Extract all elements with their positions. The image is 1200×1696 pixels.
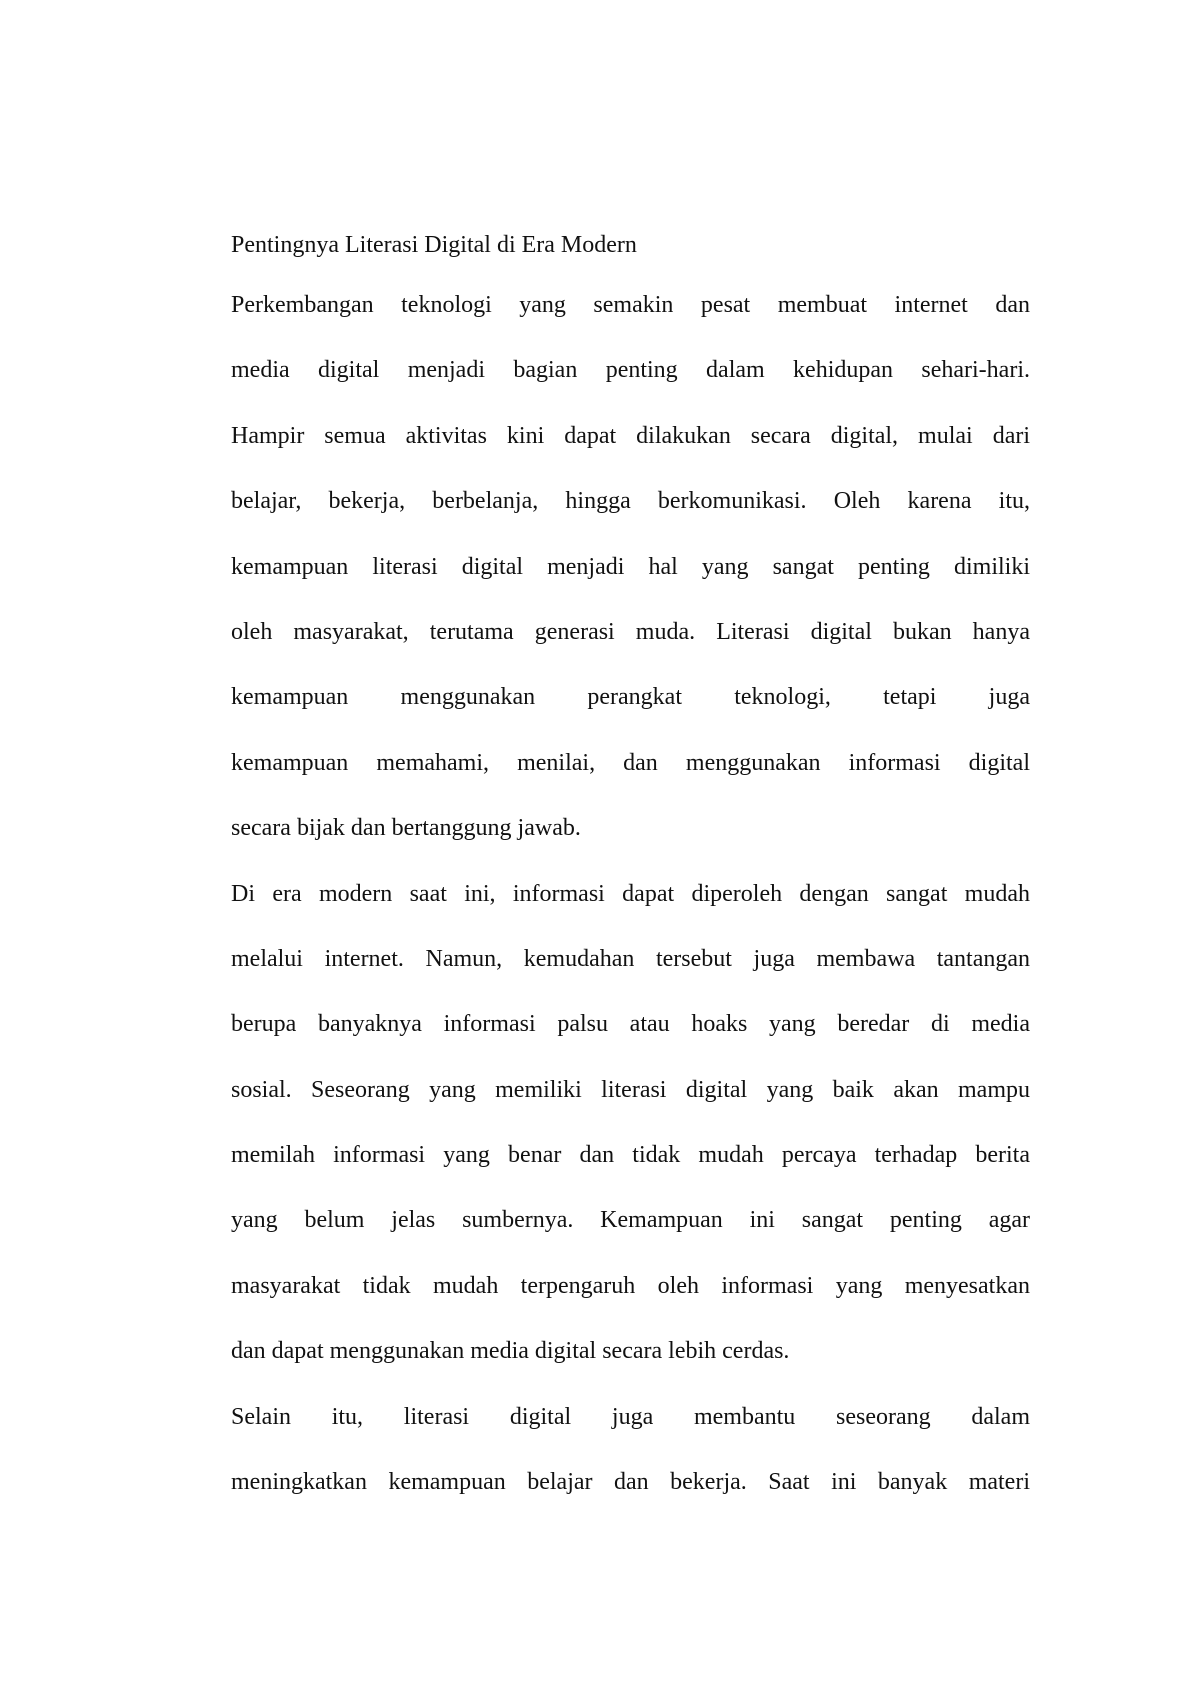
text-line: berupa banyaknya informasi palsu atau hoaks yang beredar di media [231, 1011, 1030, 1038]
text-line: yang belum jelas sumbernya. Kemampuan ini sangat penting agar [231, 1207, 1030, 1234]
text-line: Di era modern saat ini, informasi dapat diperoleh dengan sangat mudah [231, 880, 1030, 907]
text-line: oleh masyarakat, terutama generasi muda. Literasi digital bukan hanya [231, 618, 1030, 645]
text-line: Selain itu, literasi digital juga membantu seseorang dalam [231, 1403, 1030, 1430]
paragraph-2 [231, 862, 1030, 1385]
paragraph-1 [231, 273, 1030, 862]
text-line: memilah informasi yang benar dan tidak mudah percaya terhadap berita [231, 1142, 1030, 1169]
text-line: secara bijak dan bertanggung jawab. [231, 815, 581, 842]
text-line: sosial. Seseorang yang memiliki literasi digital yang baik akan mampu [231, 1076, 1030, 1103]
document-title: Pentingnya Literasi Digital di Era Modern [231, 232, 637, 258]
text-line: kemampuan literasi digital menjadi hal yang sangat penting dimiliki [231, 553, 1030, 580]
text-line: Perkembangan teknologi yang semakin pesat membuat internet dan [231, 292, 1030, 318]
text-line: kemampuan menggunakan perangkat teknologi, tetapi juga [231, 684, 1030, 711]
text-line: melalui internet. Namun, kemudahan tersebut juga membawa tantangan [231, 945, 1030, 972]
text-line: kemampuan memahami, menilai, dan menggunakan informasi digital [231, 749, 1030, 776]
text-line: dan dapat menggunakan media digital secara lebih cerdas. [231, 1338, 790, 1365]
text-line: belajar, bekerja, berbelanja, hingga berkomunikasi. Oleh karena itu, [231, 488, 1030, 515]
paragraph-3 [231, 1385, 1030, 1516]
document-body [231, 230, 1030, 1515]
text-line: media digital menjadi bagian penting dalam kehidupan sehari-hari. [231, 357, 1030, 384]
text-line: meningkatkan kemampuan belajar dan bekerja. Saat ini banyak materi [231, 1469, 1030, 1496]
text-line: Hampir semua aktivitas kini dapat dilakukan secara digital, mulai dari [231, 422, 1030, 449]
text-line: masyarakat tidak mudah terpengaruh oleh informasi yang menyesatkan [231, 1272, 1030, 1299]
